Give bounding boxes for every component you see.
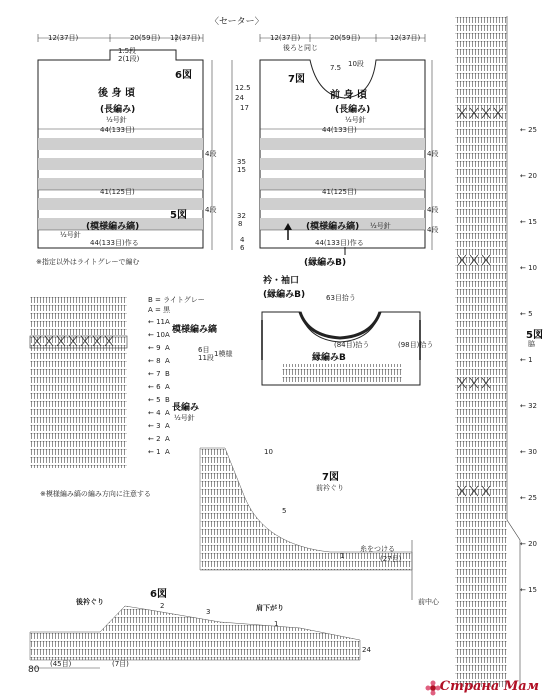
fig7-row-10: 10 [264,448,273,456]
front-edging-label: (縁編みB) [304,258,347,268]
back-subtitle: (長編み) [100,105,136,115]
legend-note: ※模様編み縞の編み方向に注意する [40,490,151,498]
chart-row-color: A [165,331,170,339]
right-chart-row-number: ← 20 [520,540,537,548]
collar-edging-label: 縁編みB [312,353,346,363]
fig7-bottom: (27目) [380,555,402,563]
right-chart-row-number: ← 10 [520,264,537,272]
back-fig5-label: 5図 [170,210,187,221]
chart-row-color: A [165,409,170,417]
back-side-rows: 4段 [205,150,217,158]
chart-row-color: A [165,344,170,352]
front-top-note: 後ろと同じ [283,44,318,52]
back-note: ½号針 [106,116,127,124]
top-dim-right: 12(37目) [170,34,201,42]
front-pattern-note: ½号針 [370,222,391,230]
fig7-center: 前中心 [418,598,439,606]
collar-title: 衿・袖口 [263,276,300,286]
back-neck-rows: 1.5段 [118,47,137,55]
collar-right: (98目)拾う [398,341,434,349]
legend-long-note: ½号針 [174,414,195,422]
front-right-rows-3: 4段 [427,226,439,234]
chart-row-number: ← 6 [148,383,161,391]
chart-row-color: B [165,396,170,404]
legend-rows-label: 6目 [198,346,210,354]
chart-row-number: ← 3 [148,422,161,430]
chart-row-number: ← 7 [148,370,161,378]
fig5-right-sub: 脇 [528,340,535,348]
front-left-dim-4: 35 [237,158,246,166]
top-dim-mid: 20(59目) [130,34,161,42]
right-chart-row-number: ← 1 [520,356,533,364]
chart-row-color: A [165,422,170,430]
back-title: 後 身 頃 [98,88,135,99]
fig6-shoulder: 肩下がり [256,604,284,612]
chart-row-number: ← 5 [148,396,161,404]
chart-row-number: ← 10 [148,331,165,339]
right-chart-row-number: ← 25 [520,494,537,502]
fig6-title: 6図 [150,589,167,600]
front-neck-dim: 7.5 [330,64,342,72]
front-right-rows-1: 4段 [427,150,439,158]
fig7-subtitle: 前衿ぐり [316,484,344,492]
fig7-row-5: 5 [282,507,287,515]
chart-row-color: A [165,448,170,456]
chart-row-color: A [165,383,170,391]
right-chart-row-number: ← 5 [520,310,533,318]
front-left-dim-2: 24 [235,94,244,102]
front-title: 前 身 頃 [330,90,367,101]
front-bottom-width: 44(133目)作る [315,239,364,247]
front-left-dim-3: 17 [240,104,249,112]
legend-long: 長編み [172,403,200,413]
fig7-row-1: 1 [340,552,345,560]
fig6-row-24: 24 [362,646,371,654]
front-note: ½号針 [345,116,366,124]
front-left-dim-6: 32 [237,212,246,220]
right-chart-row-number: ← 15 [520,586,537,594]
front-right-rows-2: 4段 [427,206,439,214]
fig6-row-1: 1 [274,620,279,628]
back-neck-rows2: 2(1段) [118,55,140,63]
front-fig-label: 7図 [288,74,305,85]
left-stitch-chart [30,296,127,468]
page-number: 80 [28,665,40,675]
back-side-rows2: 4段 [205,206,217,214]
front-neck-rows: 10段 [348,60,364,68]
front-stripe-width1: 44(133目) [322,126,357,134]
legend-a: A = 黒 [148,306,171,314]
chart-row-number: ← 4 [148,409,161,417]
right-side-chart [455,16,520,688]
chart-row-color: A [165,318,170,326]
top-dim-left-front: 12(37目) [270,34,301,42]
chart-row-number: ← 1 [148,448,161,456]
back-stripe-width1: 44(133目) [100,126,135,134]
front-stripe-width2: 41(125目) [322,188,357,196]
fig6-bottom-mid: (7目) [112,660,129,668]
legend-rows2: 1模様 [214,350,233,358]
collar-subtitle: (縁編みB) [263,290,306,300]
back-fig-label: 6図 [175,70,192,81]
front-left-dim-9: 6 [240,244,245,252]
back-bottom-width: 44(133目)作る [90,239,139,247]
chart-row-color: A [165,435,170,443]
right-chart-row-number: ← 32 [520,402,537,410]
chart-row-color: B [165,370,170,378]
fig5-right-title: 5図 [526,330,543,341]
collar-top: 63目拾う [326,294,356,302]
fig7-note: 糸をつける [360,545,395,553]
chart-row-number: ← 2 [148,435,161,443]
top-dim-left: 12(37目) [48,34,79,42]
front-subtitle: (長編み) [335,105,371,115]
fig6-row-3: 3 [206,608,211,616]
watermark: Страна Мам [439,679,539,694]
right-chart-row-number: ← 30 [520,448,537,456]
top-dim-mid-front: 20(59目) [330,34,361,42]
legend-b: B = ライトグレー [148,296,205,304]
fig7-neck-chart [200,448,412,600]
chart-row-number: ← 9 [148,344,161,352]
page-title: 〈セーター〉 [210,17,264,27]
front-left-dim-1: 12.5 [235,84,251,92]
legend-pattern: 模様編み縞 [172,325,218,335]
front-left-dim-7: 8 [238,220,243,228]
flower-logo-icon [425,680,441,696]
collar-center: (84目)拾う [334,341,370,349]
top-dim-right-front: 12(37目) [390,34,421,42]
top-dimension-lines [38,34,425,42]
legend-rows3: 11段 [198,354,214,362]
back-pattern-note: ½号針 [60,231,81,239]
fig7-title: 7図 [322,472,339,483]
fig6-bottom-left: (45目) [50,660,72,668]
front-left-dim-8: 4 [240,236,245,244]
fig6-row-2: 2 [160,602,165,610]
chart-row-number: ← 11 [148,318,165,326]
chart-row-number: ← 8 [148,357,161,365]
right-chart-row-number: ← 25 [520,126,537,134]
front-pattern-label: (模様編み縞) [306,222,360,232]
chart-row-color: A [165,357,170,365]
back-stripe-width2: 41(125目) [100,188,135,196]
right-chart-row-number: ← 20 [520,172,537,180]
front-left-dim-5: 15 [237,166,246,174]
fig6-back-neck: 後衿ぐり [76,598,104,606]
back-footnote: ※指定以外はライトグレーで編む [36,258,140,266]
back-pattern-label: (模様編み縞) [86,222,140,232]
fig6-shoulder-chart [30,606,360,668]
right-chart-row-number: ← 15 [520,218,537,226]
